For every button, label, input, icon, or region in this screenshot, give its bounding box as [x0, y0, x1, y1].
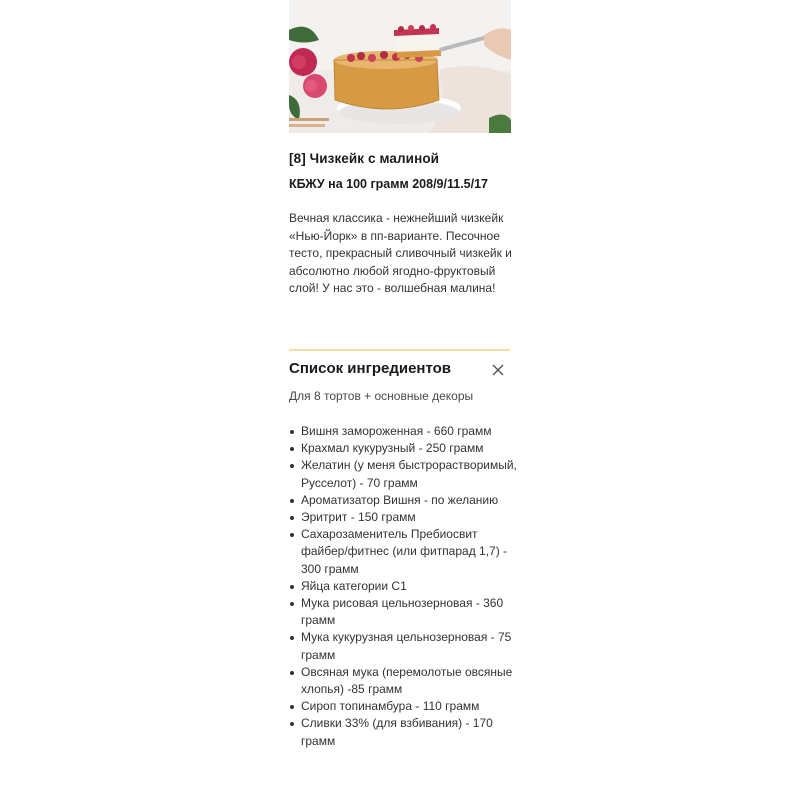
list-item: [289, 715, 519, 749]
bullet-icon: [290, 464, 294, 468]
ingredient-text: Овсяная мука (перемолотые овсяные хлопья) -85 грамм: [301, 664, 513, 697]
list-item: [289, 698, 519, 715]
bullet-icon: [290, 430, 294, 434]
bullet-icon: [290, 705, 294, 709]
nutrition-info: КБЖУ на 100 грамм 208/9/11.5/17: [289, 177, 488, 191]
bullet-icon: [290, 533, 294, 537]
ingredient-text: Ароматизатор Вишня - по желанию: [301, 492, 499, 507]
list-item: [289, 664, 519, 698]
list-item: [289, 457, 519, 491]
recipe-title: [8] Чизкейк с малиной: [289, 151, 440, 166]
list-item: [289, 440, 519, 457]
ingredients-subtitle: Для 8 тортов + основные декоры: [289, 389, 474, 403]
section-divider: [289, 349, 510, 351]
ingredients-list: [289, 423, 519, 750]
ingredient-text: Сливки 33% (для взбивания) - 170 грамм: [301, 716, 493, 748]
ingredient-text: Мука рисовая цельнозерновая - 360 грамм: [301, 596, 504, 628]
ingredient-text: Вишня замороженная - 660 грамм: [301, 424, 492, 438]
bullet-icon: [290, 499, 294, 503]
list-item: [289, 423, 519, 440]
recipe-photo: [289, 0, 511, 133]
list-item: [289, 595, 519, 629]
bullet-icon: [290, 602, 294, 606]
bullet-icon: [290, 447, 294, 451]
bullet-icon: [290, 516, 294, 520]
ingredient-text: Крахмал кукурузный - 250 грамм: [301, 441, 484, 456]
list-item: [289, 578, 519, 595]
bullet-icon: [290, 585, 294, 589]
ingredient-text: Сахарозаменитель Пребиосвит файбер/фитнес (или фитпарад 1,7) - 300 грамм: [301, 527, 508, 576]
ingredient-text: Мука кукурузная цельнозерновая - 75 грамм: [301, 630, 512, 662]
bullet-icon: [290, 671, 294, 675]
bullet-icon: [290, 722, 294, 726]
ingredients-header: [289, 359, 511, 381]
list-item: [289, 492, 519, 509]
list-item: [289, 526, 519, 578]
bullet-icon: [290, 636, 294, 640]
list-item: [289, 509, 519, 526]
close-icon[interactable]: [489, 361, 507, 379]
ingredient-text: Сироп топинамбура - 110 грамм: [301, 699, 480, 714]
ingredients-title: Список ингредиентов: [289, 360, 452, 377]
ingredient-text: Яйца категории С1: [301, 578, 407, 593]
ingredient-text: Желатин (у меня быстрорастворимый, Русселот) - 70 грамм: [301, 458, 517, 490]
ingredient-text: Эритрит - 150 грамм: [301, 510, 416, 525]
recipe-description: Вечная классика - нежнейший чизкейк «Нью-Йорк» в пп-варианте. Песочное тесто, прекрасный сливочный чизкейк и абсолютно любой ягодно-фруктовый слой! У нас это - волшебная малина!: [289, 211, 512, 296]
list-item: [289, 629, 519, 663]
